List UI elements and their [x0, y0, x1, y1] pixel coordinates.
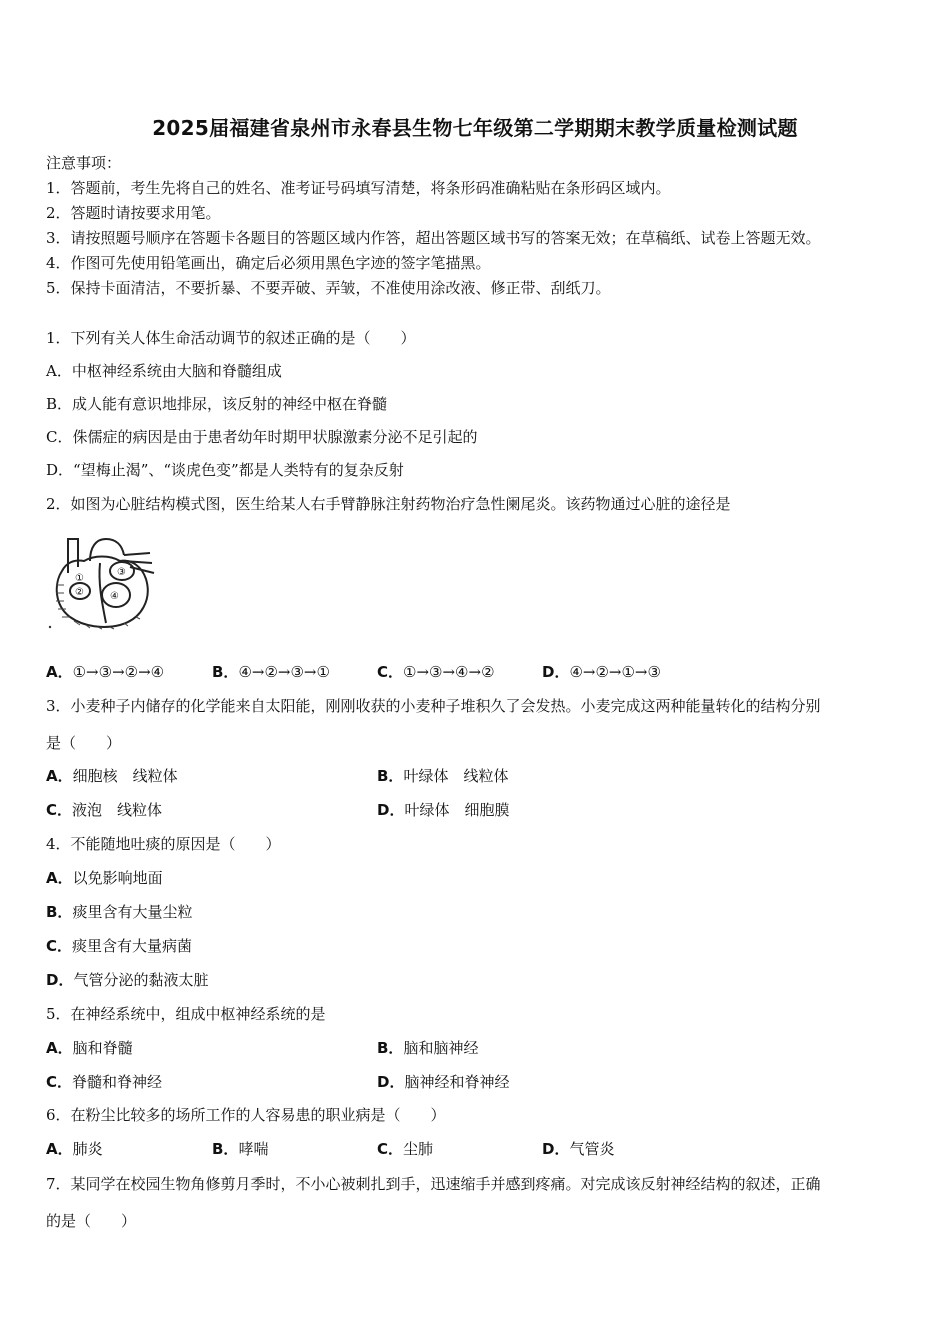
option-text: 气管分泌的黏液太脏 [73, 971, 209, 989]
option-text: A．中枢神经系统由大脑和脊髓组成 [46, 362, 282, 380]
option-letter: C． [46, 937, 73, 955]
option-text: ④→②→③→① [238, 663, 330, 681]
option-b [46, 901, 192, 922]
notice-item: 5．保持卡面清洁，不要折暴、不要弄破、弄皱，不准使用涂改液、修正带、刮纸刀。 [46, 279, 611, 297]
option-b [212, 1138, 268, 1159]
option-d [46, 969, 208, 990]
notice-item: 1．答题前，考生先将自己的姓名、准考证号码填写清楚，将条形码准确粘贴在条形码区域内。 [46, 179, 671, 197]
option-text: 脑和脊髓 [72, 1039, 133, 1057]
question-stem: 2．如图为心脏结构模式图，医生给某人右手臂静脉注射药物治疗急性阑尾炎。该药物通过心脏的途径是 [46, 495, 731, 513]
option-text: 液泡 线粒体 [72, 801, 163, 819]
option-text: 脑和脑神经 [403, 1039, 479, 1057]
option-text: 痰里含有大量尘粒 [72, 903, 193, 921]
option-text: ①→③→④→② [403, 663, 495, 681]
question-stem-cont: 的是（ ） [46, 1212, 137, 1230]
option-letter: B． [377, 1039, 404, 1057]
option-letter: D． [377, 801, 405, 819]
option-letter: B． [377, 767, 404, 785]
option-letter: A． [46, 767, 73, 785]
notice-item: 3．请按照题号顺序在答题卡各题目的答题区域内作答，超出答题区域书写的答案无效；在草稿纸、试卷上答题无效。 [46, 229, 821, 247]
option-b [377, 1037, 478, 1058]
question-stem: 1．下列有关人体生命活动调节的叙述正确的是（ ） [46, 329, 416, 347]
option-text: ①→③→②→④ [72, 663, 165, 681]
label-2: ② [75, 587, 84, 598]
option-text: 叶绿体 细胞膜 [404, 801, 510, 819]
option-b [212, 661, 330, 682]
notice-heading: 注意事项： [46, 154, 122, 172]
option-letter: C． [46, 1073, 73, 1091]
option-text: 细胞核 线粒体 [72, 767, 178, 785]
option-letter: D． [377, 1073, 405, 1091]
option-letter: D． [542, 1140, 570, 1158]
notice-item: 4．作图可先使用铅笔画出，确定后必须用黑色字迹的签字笔描黑。 [46, 254, 491, 272]
option-letter: D． [542, 663, 570, 681]
option-a [46, 867, 163, 888]
option-d [377, 1071, 509, 1092]
question-stem: 5．在神经系统中，组成中枢神经系统的是 [46, 1005, 326, 1023]
option-letter: C． [377, 663, 404, 681]
option-a [46, 1037, 133, 1058]
option-letter: B． [212, 663, 239, 681]
label-3: ③ [117, 567, 126, 578]
question-stem: 6．在粉尘比较多的场所工作的人容易患的职业病是（ ） [46, 1106, 446, 1124]
question-stem: 7．某同学在校园生物角修剪月季时，不小心被刺扎到手，迅速缩手并感到疼痛。对完成该反射神经结构的叙述，正确 [46, 1175, 821, 1193]
option-text: 叶绿体 线粒体 [403, 767, 509, 785]
option-letter: D． [46, 971, 74, 989]
option-text: ④→②→①→③ [569, 663, 661, 681]
question-stem-cont: 是（ ） [46, 734, 122, 752]
option-text: B．成人能有意识地排尿，该反射的神经中枢在脊髓 [46, 395, 388, 413]
option-text: C．侏儒症的病因是由于患者幼年时期甲状腺激素分泌不足引起的 [46, 428, 478, 446]
option-a [46, 661, 164, 682]
option-c [46, 799, 162, 820]
option-text: 以免影响地面 [72, 869, 163, 887]
option-letter: B． [46, 903, 73, 921]
vena-cava [68, 539, 78, 573]
option-letter: A． [46, 869, 73, 887]
option-a [46, 1138, 103, 1159]
option-c [46, 1071, 162, 1092]
option-a [46, 765, 178, 786]
option-text: 脊髓和脊神经 [72, 1073, 163, 1091]
option-d [542, 1138, 614, 1159]
option-c [46, 935, 192, 956]
option-letter: B． [212, 1140, 239, 1158]
notice-item: 2．答题时请按要求用笔。 [46, 204, 221, 222]
question-stem: 3．小麦种子内储存的化学能来自太阳能，刚刚收获的小麦种子堆积久了会发热。小麦完成这两种能量转化的结构分别 [46, 697, 821, 715]
option-letter: A． [46, 1039, 73, 1057]
option-text: 肺炎 [72, 1140, 103, 1158]
option-letter: A． [46, 663, 73, 681]
option-letter: A． [46, 1140, 73, 1158]
option-letter: C． [377, 1140, 404, 1158]
label-4: ④ [110, 591, 119, 602]
option-text: 痰里含有大量病菌 [72, 937, 193, 955]
option-letter: C． [46, 801, 73, 819]
option-c [377, 661, 495, 682]
option-c [377, 1138, 433, 1159]
option-d [377, 799, 509, 820]
option-text: 尘肺 [403, 1140, 434, 1158]
page-title: 2025届福建省泉州市永春县生物七年级第二学期期末教学质量检测试题 [152, 116, 798, 140]
question-stem: 4．不能随地吐痰的原因是（ ） [46, 835, 281, 853]
option-text: 气管炎 [569, 1140, 615, 1158]
option-text: D．“望梅止渴”、“谈虎色变”都是人类特有的复杂反射 [46, 461, 404, 479]
option-text: 脑神经和脊神经 [404, 1073, 510, 1091]
option-text: 哮喘 [238, 1140, 269, 1158]
label-1: ① [75, 573, 84, 584]
option-b [377, 765, 508, 786]
heart-diagram [44, 533, 164, 633]
option-d [542, 661, 661, 682]
